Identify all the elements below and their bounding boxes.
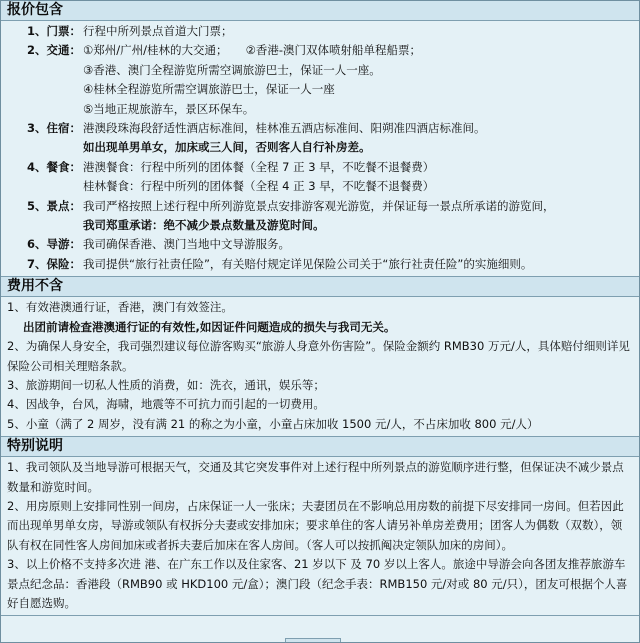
included-item-meals: 4、餐食： 港澳餐食：行程中所列的团体餐（全程 7 正 3 早，不吃餐不退餐费） 桂林餐食：行程中所列的团体餐（全程 4 正 3 早，不吃餐不退餐费） [26, 159, 435, 194]
special-title: 特别说明 [1, 437, 639, 457]
special-item-1: 1、我司领队及当地导游可根据天气，交通及其它突发事件对上述行程中所列景点的游览顺序进行整，但保证决不减少景点数量和游览时间。 [7, 460, 624, 494]
included-item-guide: 6、导游： 我司确保香港、澳门当地中文导游服务。 [26, 237, 290, 252]
included-section [1, 1, 639, 277]
excluded-item-1-note: 出团前请检查港澳通行证的有效性,如因证件问题造成的损失与我司无关。 [23, 319, 396, 334]
excluded-item-1: 1、有效港澳通行证，香港，澳门有效签注。 [7, 300, 233, 315]
included-item-hotel: 3、住宿： 港澳段珠海段舒适性酒店标准间，桂林准五酒店标准间、阳朔准四酒店标准间。 如出现单男单女，加床或三人间，否则客人自行补房差。 [26, 121, 486, 155]
excluded-item-4: 4、因战争，台风，海啸，地震等不可抗力而引起的一切费用。 [7, 397, 325, 412]
included-item-sights: 5、景点： 我司严格按照上述行程中所列游览景点安排游客观光游览，并保证每一景点所承诺的游览间， 我司郑重承诺：绝不减少景点数量及游览时间。 [26, 198, 555, 233]
excluded-item-2: 2、为确保人身安全，我司强烈建议每位游客购买“旅游人身意外伤害险”。保险金额约 RMB30 万元/人，具体赔付细则详见保险公司相关理赔条款。 [7, 339, 630, 373]
included-title: 报价包含 [1, 1, 639, 21]
special-section [1, 437, 639, 616]
excluded-item-5: 5、小童（满了 2 周岁，没有满 21 的称之为小童，小童占床加收 1500 元/人，不占床加收 800 元/人） [7, 416, 539, 431]
included-item-ticket: 1、门票： 行程中所列景点首道大门票； [26, 24, 233, 38]
included-item-insurance: 7、保险： 我司提供“旅行社责任险”，有关赔付规定详见保险公司关于“旅行社责任险”的实施细则。 [26, 256, 533, 271]
excluded-section [1, 277, 639, 437]
excluded-item-3: 3、旅游期间一切私人性质的消费，如：洗衣，通讯，娱乐等； [7, 377, 325, 392]
included-item-transport: 2、交通： ①郑州/广州/桂林的大交通； ②香港-澳门双体喷射船单程船票； ③香港、澳门全程游览所需空调旅游巴士，保证一人一座。 ④桂林全程游览所需空调旅游巴士，保证一人一座 ⑤当地正规旅游车，景区环保车。 [26, 43, 422, 116]
excluded-title: 费用不含 [1, 277, 639, 297]
special-item-2: 2、用房原则上安排同性别一间房，占床保证一人一张床；夫妻团员在不影响总用房数的前提下尽安排同一房间。但若因此而出现单男单女房，导游或领队有权拆分夫妻或安排加床；要求单住的客人请另补单房差费用；团客人为偶数（双数），领队有权在同性客人房间加床或者拆夫妻后加床在客人房间。（客人可以按抓阄决定领队加床的房间）。 [7, 498, 624, 552]
special-item-3: 3、以上价格不支持多次进 港、在广东工作以及住家客、21 岁以下 及 70 岁以上客人。旅途中导游会向各团友推荐旅游车景点纪念品：香港段（RMB90 或 HKD100 元/盒）；澳门段（纪念手表：RMB150 元/对或 80 元/只），团友可根据个人喜好自愿选购。 [7, 557, 628, 610]
bottom-tab-decoration [285, 638, 341, 642]
